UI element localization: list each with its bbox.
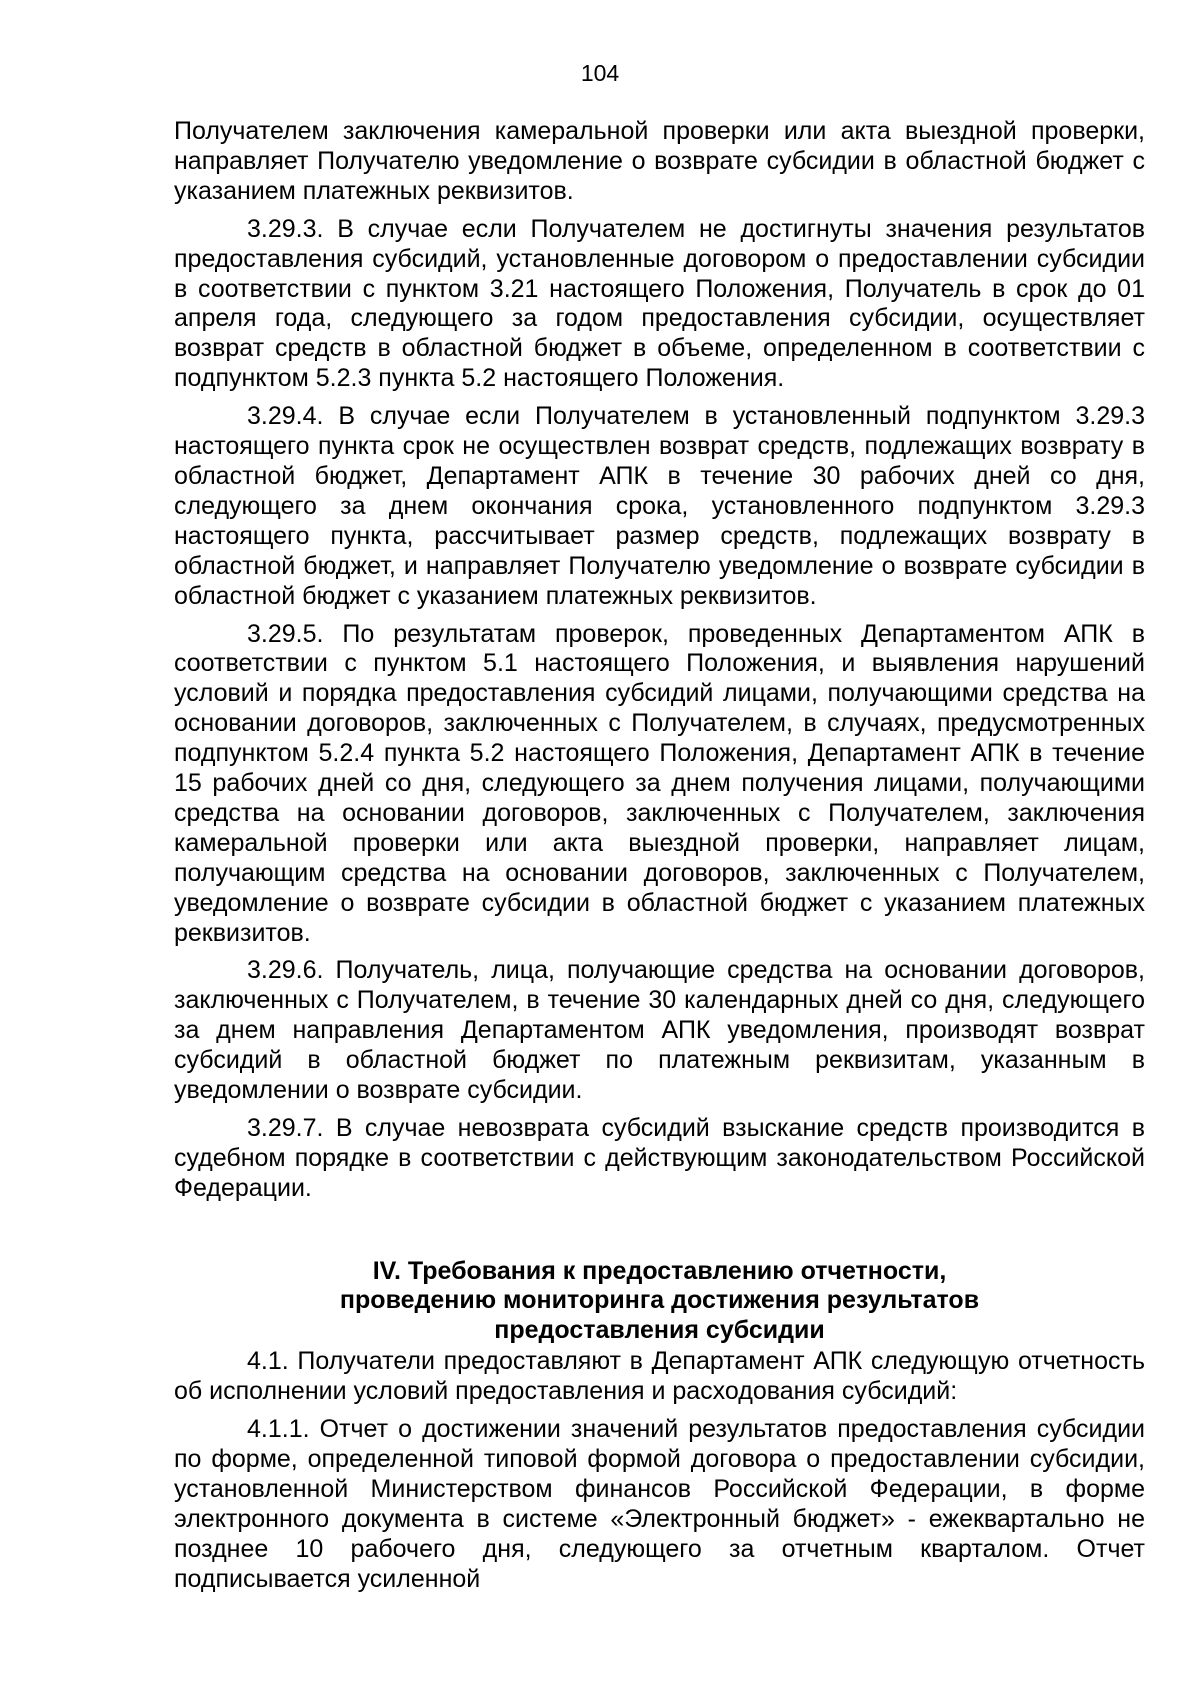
document-body — [174, 117, 1145, 1602]
paragraph-3-29-4: 3.29.4. В случае если Получателем в установленный подпунктом 3.29.3 настоящего пункта срок не осуществлен возврат средств, подлежащих возврату в областной бюджет, Департамент АПК в течение 30 рабочих дней со дня, следующего за днем окончания срока, установленного подпунктом 3.29.3 настоящего пункта, рассчитывает размер средств, подлежащих возврату в областной бюджет, и направляет Получателю уведомление о возврате субсидии в областной бюджет с указанием платежных реквизитов. — [174, 402, 1145, 610]
section-heading — [174, 1257, 1145, 1346]
section-heading-line-3: предоставления субсидии — [494, 1315, 825, 1344]
paragraph-3-29-7: 3.29.7. В случае невозврата субсидий взыскание средств производится в судебном порядке в соответствии с действующим законодательством Российской Федерации. — [174, 1114, 1145, 1202]
paragraph-continuation: Получателем заключения камеральной проверки или акта выездной проверки, направляет Получателю уведомление о возврате субсидии в областной бюджет с указанием платежных реквизитов. — [174, 117, 1145, 205]
section-heading-line-2: проведению мониторинга достижения результатов — [339, 1286, 980, 1315]
paragraph-4-1-1: 4.1.1. Отчет о достижении значений результатов предоставления субсидии по форме, определенной типовой формой договора о предоставлении субсидии, установленной Министерством финансов Российской Федерации, в форме электронного документа в системе «Электронный бюджет» - ежеквартально не позднее 10 рабочего дня, следующего за отчетным кварталом. Отчет подписывается усиленной — [174, 1415, 1145, 1593]
page-number: 104 — [580, 60, 620, 86]
paragraph-3-29-5: 3.29.5. По результатам проверок, проведенных Департаментом АПК в соответствии с пунктом 5.1 настоящего Положения, и выявления нарушений условий и порядка предоставления субсидий лицами, получающими средства на основании договоров, заключенных с Получателем, в случаях, предусмотренных подпунктом 5.2.4 пункта 5.2 настоящего Положения, Департамент АПК в течение 15 рабочих дней со дня, следующего за днем получения лицами, получающими средства на основании договоров, заключенных с Получателем, заключения камеральной проверки или акта выездной проверки, направляет лицам, получающим средства на основании договоров, заключенных с Получателем, уведомление о возврате субсидии в областной бюджет с указанием платежных реквизитов. — [174, 619, 1145, 947]
section-heading-line-1: IV. Требования к предоставлению отчетности, — [372, 1256, 947, 1285]
paragraph-4-1: 4.1. Получатели предоставляют в Департамент АПК следующую отчетность об исполнении условий предоставления и расходования субсидий: — [174, 1347, 1145, 1406]
paragraph-3-29-3: 3.29.3. В случае если Получателем не достигнуты значения результатов предоставления субсидий, установленные договором о предоставлении субсидии в соответствии с пунктом 3.21 настоящего Положения, Получатель в срок до 01 апреля года, следующего за годом предоставления субсидии, осуществляет возврат средств в областной бюджет в объеме, определенном в соответствии с подпунктом 5.2.3 пункта 5.2 настоящего Положения. — [174, 214, 1145, 393]
paragraph-3-29-6: 3.29.6. Получатель, лица, получающие средства на основании договоров, заключенных с Получателем, в течение 30 календарных дней со дня, следующего за днем направления Департаментом АПК уведомления, производят возврат субсидий в областной бюджет по платежным реквизитам, указанным в уведомлении о возврате субсидии. — [174, 956, 1145, 1105]
